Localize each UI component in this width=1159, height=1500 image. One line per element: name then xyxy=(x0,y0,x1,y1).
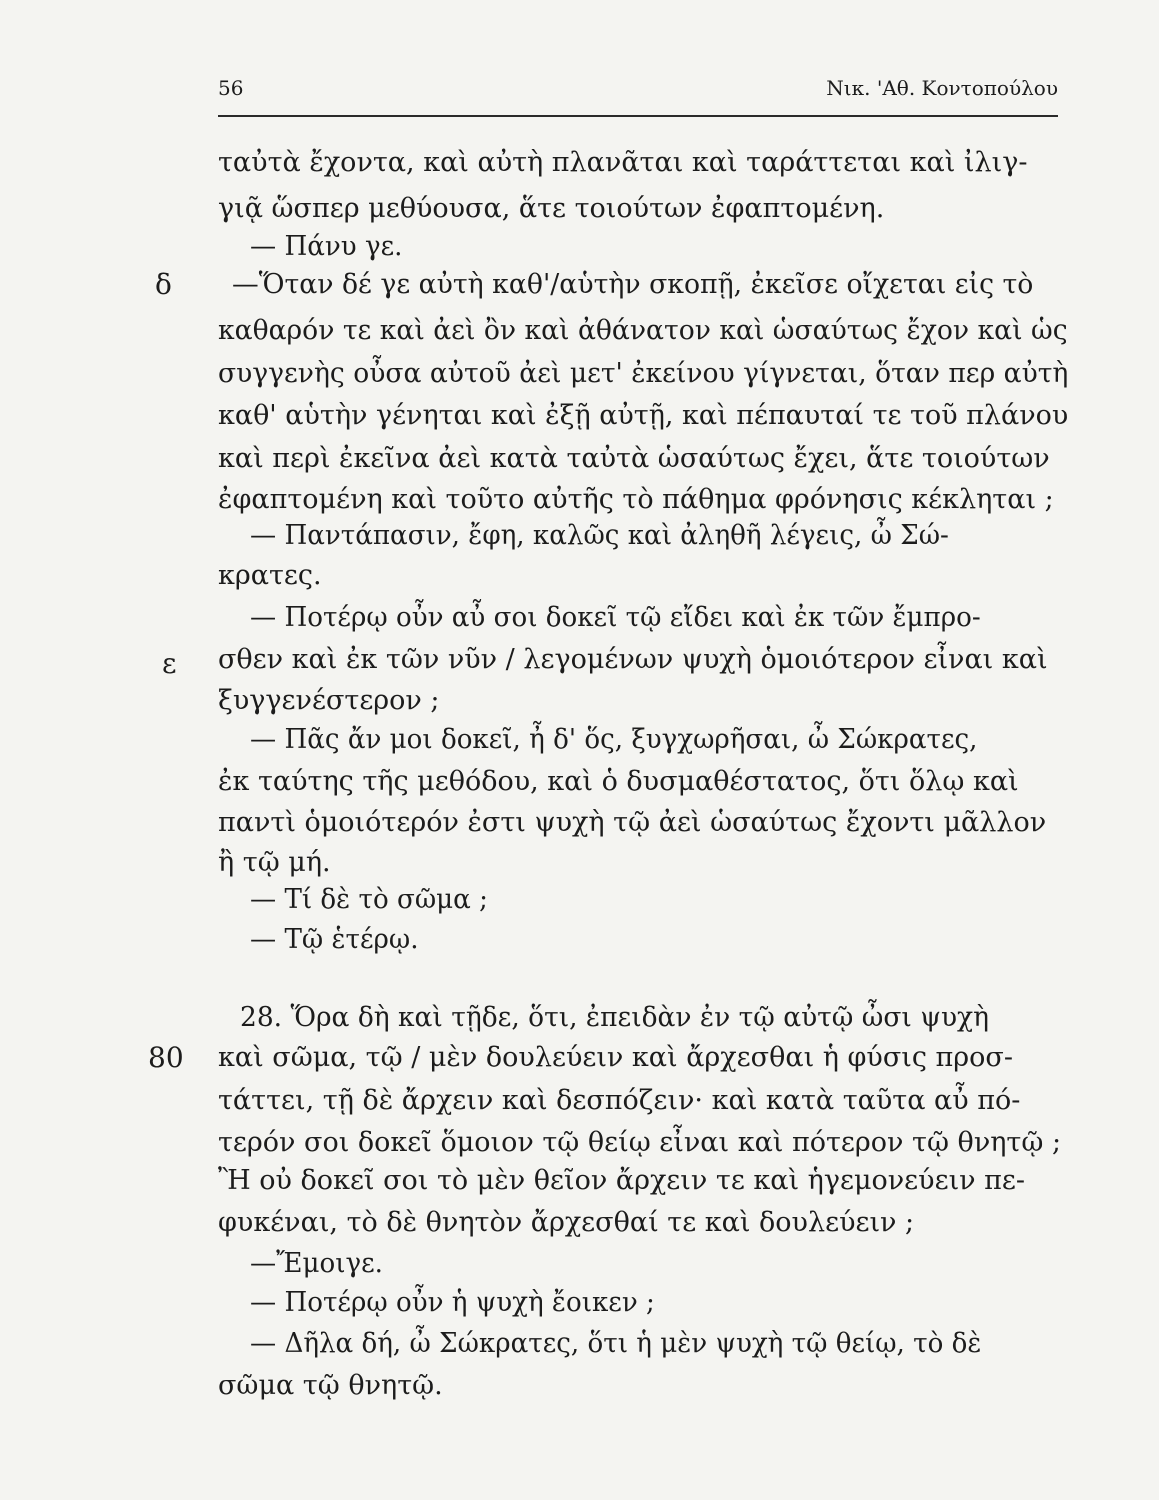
text-line: γιᾷ ὥσπερ μεθύουσα, ἅτε τοιούτων ἐφαπτομένη. xyxy=(218,193,885,224)
text-line: — Πᾶς ἄν μοι δοκεῖ, ἦ δ' ὅς, ξυγχωρῆσαι, ὦ Σώκρατες, xyxy=(250,724,978,755)
text-line: ἐκ ταύτης τῆς μεθόδου, καὶ ὁ δυσμαθέστατος, ὅτι ὅλῳ καὶ xyxy=(218,766,1019,797)
text-line: — Τί δὲ τὸ σῶμα ; xyxy=(250,884,488,915)
text-line: 28. Ὅρα δὴ καὶ τῇδε, ὅτι, ἐπειδὰν ἐν τῷ αὐτῷ ὦσι ψυχὴ xyxy=(240,1002,989,1033)
text-line: — Ποτέρῳ οὖν αὖ σοι δοκεῖ τῷ εἴδει καὶ ἐκ τῶν ἔμπρο- xyxy=(250,602,981,633)
margin-line-number: 80 xyxy=(148,1041,184,1074)
text-line: καὶ περὶ ἐκεῖνα ἀεὶ κατὰ ταὐτὰ ὡσαύτως ἔχει, ἅτε τοιούτων xyxy=(218,443,1050,474)
text-line: ἐφαπτομένη καὶ τοῦτο αὐτῆς τὸ πάθημα φρόνησις κέκληται ; xyxy=(218,484,1054,515)
text-line: καθ' αὑτὴν γένηται καὶ ἐξῇ αὐτῇ, καὶ πέπαυταί τε τοῦ πλάνου xyxy=(218,400,1069,431)
text-line: — Ποτέρῳ οὖν ἡ ψυχὴ ἔοικεν ; xyxy=(250,1287,655,1318)
text-line: σῶμα τῷ θνητῷ. xyxy=(218,1370,443,1401)
text-line: σθεν καὶ ἐκ τῶν νῦν / λεγομένων ψυχὴ ὁμοιότερον εἶναι καὶ xyxy=(218,644,1048,675)
text-line: ταὐτὰ ἔχοντα, καὶ αὐτὴ πλανᾶται καὶ ταράττεται καὶ ἰλιγ- xyxy=(218,147,1028,178)
page-number: 56 xyxy=(218,76,244,100)
text-line: τάττει, τῇ δὲ ἄρχειν καὶ δεσπόζειν· καὶ κατὰ ταῦτα αὖ πό- xyxy=(218,1085,1021,1116)
text-line: — Παντάπασιν, ἔφη, καλῶς καὶ ἀληθῆ λέγεις, ὦ Σώ- xyxy=(250,520,949,551)
text-line: —Ὅταν δέ γε αὐτὴ καθ'/αὑτὴν σκοπῇ, ἐκεῖσε οἴχεται εἰς τὸ xyxy=(232,269,1034,300)
header-rule xyxy=(218,115,1058,117)
running-head: Νικ. 'Αθ. Κοντοπούλου xyxy=(826,76,1058,100)
text-line: κρατες. xyxy=(218,560,322,591)
text-line: — Δῆλα δή, ὦ Σώκρατες, ὅτι ἡ μὲν ψυχὴ τῷ θείῳ, τὸ δὲ xyxy=(250,1328,982,1359)
text-line: συγγενὴς οὖσα αὐτοῦ ἀεὶ μετ' ἐκείνου γίγνεται, ὅταν περ αὐτὴ xyxy=(218,358,1069,389)
text-line: τερόν σοι δοκεῖ ὅμοιον τῷ θείῳ εἶναι καὶ πότερον τῷ θνητῷ ; xyxy=(218,1127,1062,1158)
text-line: καθαρόν τε καὶ ἀεὶ ὂν καὶ ἀθάνατον καὶ ὡσαύτως ἔχον καὶ ὡς xyxy=(218,315,1068,346)
text-line: ἢ τῷ μή. xyxy=(218,847,331,878)
margin-marker-delta: δ xyxy=(155,268,172,301)
text-line: φυκέναι, τὸ δὲ θνητὸν ἄρχεσθαί τε καὶ δουλεύειν ; xyxy=(218,1207,915,1238)
margin-marker-epsilon: ε xyxy=(162,647,177,680)
text-line: ξυγγενέστερον ; xyxy=(218,685,440,716)
text-line: παντὶ ὁμοιότερόν ἐστι ψυχὴ τῷ ἀεὶ ὡσαύτως ἔχοντι μᾶλλον xyxy=(218,807,1047,838)
text-line: καὶ σῶμα, τῷ / μὲν δουλεύειν καὶ ἄρχεσθαι ἡ φύσις προσ- xyxy=(218,1042,1013,1073)
text-line: —Ἔμοιγε. xyxy=(250,1248,383,1279)
text-line: — Τῷ ἑτέρῳ. xyxy=(250,924,419,955)
page-header xyxy=(218,76,1058,106)
text-line: Ἢ οὐ δοκεῖ σοι τὸ μὲν θεῖον ἄρχειν τε καὶ ἡγεμονεύειν πε- xyxy=(218,1165,1026,1196)
text-line: — Πάνυ γε. xyxy=(250,231,403,262)
